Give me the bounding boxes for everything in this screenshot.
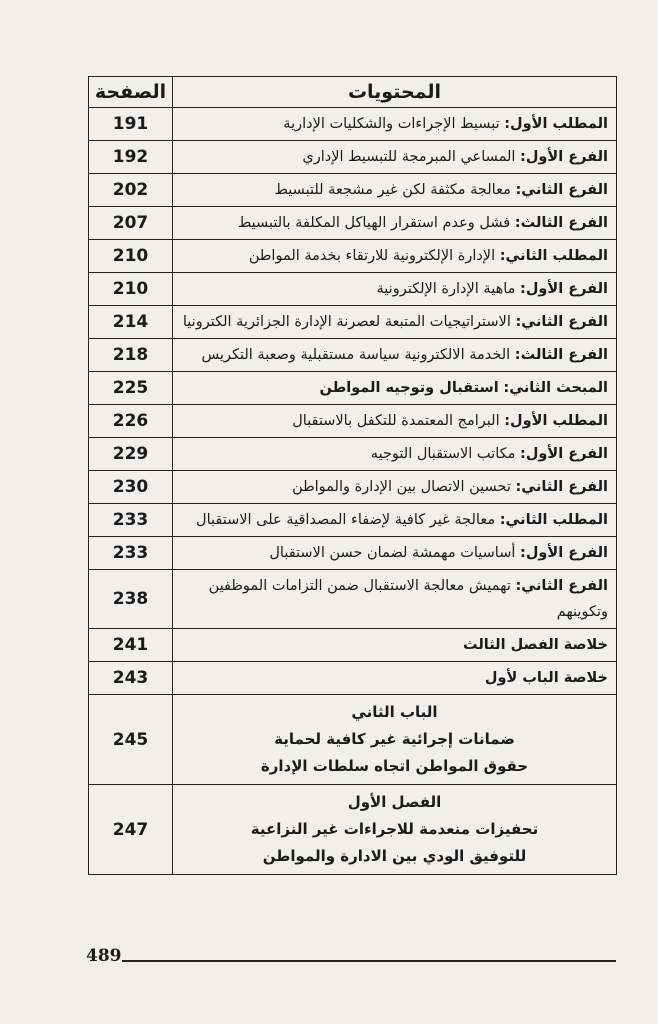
table-row (89, 372, 617, 405)
section-line: حقوق المواطن اتجاه سلطات الإدارة (260, 757, 529, 775)
section-title (173, 695, 617, 785)
entry-label: المطلب الثاني: (499, 248, 608, 264)
table-row (89, 471, 617, 504)
entry-text: فشل وعدم استقرار الهياكل المكلفة بالتبسيط (237, 215, 511, 231)
entry-page: 191 (89, 108, 173, 141)
section-line: الفصل الأول (347, 793, 442, 811)
section-row (89, 785, 617, 875)
entry-title (173, 372, 617, 405)
section-title (173, 785, 617, 875)
table-row (89, 504, 617, 537)
entry-text: ماهية الإدارة الإلكترونية (376, 281, 516, 297)
entry-label: الفرع الثاني: (515, 182, 608, 198)
table-row (89, 108, 617, 141)
section-line: تحفيزات منعدمة للاجراءات غير النزاعية (250, 820, 539, 838)
table-row (89, 405, 617, 438)
entry-label: الفرع الثاني: (515, 314, 608, 330)
entry-page: 210 (89, 273, 173, 306)
entry-title (173, 141, 617, 174)
entry-label: خلاصة الفصل الثالث (462, 637, 608, 653)
entry-text: استقبال وتوجيه المواطن (319, 380, 499, 396)
section-row (89, 695, 617, 785)
entry-text: معالجة غير كافية لإضفاء المصداقية على الاستقبال (196, 512, 496, 528)
entry-label: الفرع الثاني: (515, 479, 608, 495)
entry-page: 207 (89, 207, 173, 240)
entry-page: 233 (89, 504, 173, 537)
entry-page: 229 (89, 438, 173, 471)
table-row (89, 141, 617, 174)
entry-text: معالجة مكثفة لكن غير مشجعة للتبسيط (274, 182, 511, 198)
entry-page: 202 (89, 174, 173, 207)
section-line: ضمانات إجرائية غير كافية لحماية (274, 730, 515, 748)
entry-label: المطلب الثاني: (499, 512, 608, 528)
entry-label: الفرع الثالث: (514, 347, 608, 363)
entry-title (173, 273, 617, 306)
footer-rule (122, 960, 616, 962)
entry-label: خلاصة الباب لأول (484, 670, 608, 686)
entry-title (173, 629, 617, 662)
entry-label: الفرع الأول: (520, 446, 608, 462)
entry-title (173, 240, 617, 273)
table-row (89, 438, 617, 471)
contents-header: المحتويات (173, 77, 617, 108)
table-row (89, 207, 617, 240)
entry-title (173, 306, 617, 339)
entry-label: المطلب الأول: (504, 413, 608, 429)
entry-page: 233 (89, 537, 173, 570)
table-row (89, 240, 617, 273)
section-line: الباب الثاني (351, 703, 438, 721)
entry-text: تهميش معالجة الاستقبال ضمن التزامات الموظفين وتكوينهم (208, 578, 608, 620)
entry-page: 238 (89, 570, 173, 629)
entry-title (173, 339, 617, 372)
entry-page: 214 (89, 306, 173, 339)
entry-title (173, 405, 617, 438)
entry-label: المطلب الأول: (504, 116, 608, 132)
entry-text: تبسيط الإجراءات والشكليات الإدارية (283, 116, 500, 132)
table-row (89, 174, 617, 207)
entry-text: البرامج المعتمدة للتكفل بالاستقبال (292, 413, 500, 429)
table-row (89, 273, 617, 306)
entry-title (173, 570, 617, 629)
entry-title (173, 207, 617, 240)
entry-text: المساعي المبرمجة للتبسيط الإداري (302, 149, 516, 165)
entry-label: الفرع الأول: (520, 149, 608, 165)
page-number: 489 (86, 946, 122, 966)
table-row (89, 629, 617, 662)
entry-page: 226 (89, 405, 173, 438)
entry-text: أساسيات مهمشة لضمان حسن الاستقبال (269, 545, 516, 561)
entry-title (173, 471, 617, 504)
entry-page: 241 (89, 629, 173, 662)
entry-title (173, 504, 617, 537)
entry-page: 225 (89, 372, 173, 405)
entry-label: الفرع الأول: (520, 281, 608, 297)
entry-page: 230 (89, 471, 173, 504)
entry-label: المبحث الثاني: (503, 380, 608, 396)
entry-title (173, 438, 617, 471)
section-page: 245 (89, 695, 173, 785)
section-line: للتوفيق الودي بين الادارة والمواطن (262, 847, 527, 865)
entry-label: الفرع الثالث: (514, 215, 608, 231)
table-row (89, 306, 617, 339)
table-row (89, 537, 617, 570)
entry-text: تحسين الاتصال بين الإدارة والمواطن (292, 479, 511, 495)
entry-text: الخدمة الالكترونية سياسة مستقبلية وصعبة التكريس (201, 347, 511, 363)
entry-label: الفرع الأول: (520, 545, 608, 561)
entry-text: الاستراتيجيات المتبعة لعصرنة الإدارة الجزائرية الكترونيا (182, 314, 511, 330)
table-row (89, 339, 617, 372)
entry-title (173, 108, 617, 141)
entry-page: 192 (89, 141, 173, 174)
entry-text: الإدارة الإلكترونية للارتقاء بخدمة المواطن (248, 248, 496, 264)
section-page: 247 (89, 785, 173, 875)
table-header (89, 77, 617, 108)
table-row (89, 662, 617, 695)
entry-label: الفرع الثاني: (515, 578, 608, 594)
table-of-contents (88, 76, 617, 875)
entry-title (173, 537, 617, 570)
entry-page: 243 (89, 662, 173, 695)
table-row (89, 570, 617, 629)
entry-title (173, 174, 617, 207)
entry-title (173, 662, 617, 695)
entry-text: مكاتب الاستقبال التوجيه (370, 446, 516, 462)
entry-page: 210 (89, 240, 173, 273)
entry-page: 218 (89, 339, 173, 372)
page-header: الصفحة (89, 77, 173, 108)
